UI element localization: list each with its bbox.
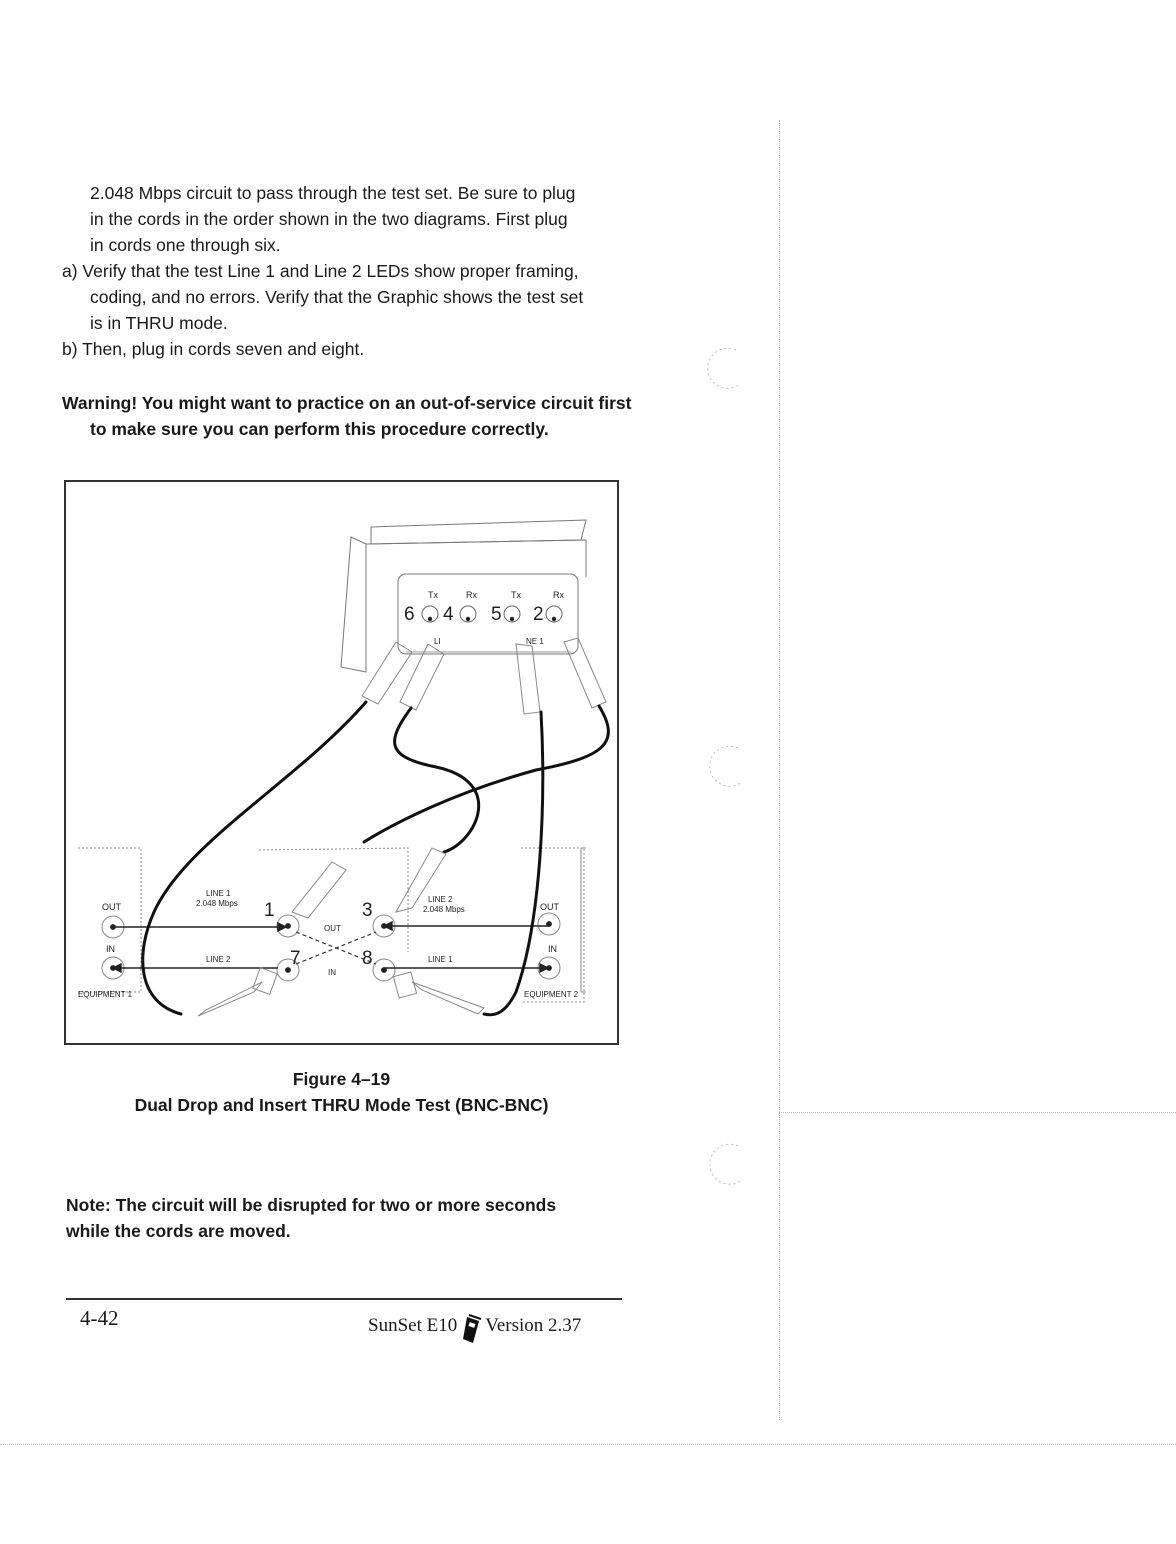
warning-text: Warning! You might want to practice on an out-of-service circuit first to make sure you can perform this procedure correctly. xyxy=(62,393,632,439)
jack-number-8: 8 xyxy=(362,948,373,969)
equipment-1-name: EQUIPMENT 1 xyxy=(78,990,133,999)
footer-rule xyxy=(66,1298,622,1300)
margin-rule xyxy=(0,1444,1176,1445)
equipment-2-out-label: OUT xyxy=(540,902,559,912)
figure-title: Dual Drop and Insert THRU Mode Test (BNC-BNC) xyxy=(134,1095,549,1115)
note-block xyxy=(66,1192,636,1244)
center-line1-rate: 2.048 Mbps xyxy=(196,899,238,908)
port-label-tx2: Tx xyxy=(511,590,521,600)
figure-number: Figure 4–19 xyxy=(292,1069,391,1089)
jack-number-7: 7 xyxy=(290,948,301,969)
footer-title xyxy=(368,1309,581,1343)
punch-hole-icon xyxy=(700,742,750,790)
list-item-a-line: coding, and no errors. Verify that the Graphic shows the test set xyxy=(90,287,584,307)
panel-number-4: 4 xyxy=(443,604,454,625)
panel-number-6: 6 xyxy=(404,604,415,625)
figure-caption xyxy=(64,1066,619,1118)
center-line2-right-rate: 2.048 Mbps xyxy=(423,905,465,914)
note-line: while the cords are moved. xyxy=(66,1221,291,1241)
center-line1-label: LINE 1 xyxy=(206,889,231,898)
margin-rule xyxy=(779,120,780,1420)
equipment-2-in-label: IN xyxy=(548,944,557,954)
center-line2-label: LINE 2 xyxy=(206,955,231,964)
center-line1-right-label: LINE 1 xyxy=(428,955,453,964)
test-set-housing xyxy=(341,520,586,672)
center-line2-right-label: LINE 2 xyxy=(428,895,453,904)
center-in-label: IN xyxy=(328,968,336,977)
figure-diagram xyxy=(64,480,619,1045)
equipment-2-box xyxy=(521,848,586,1002)
jack-number-3: 3 xyxy=(362,900,373,921)
body-line: 2.048 Mbps circuit to pass through the test set. Be sure to plug xyxy=(90,183,576,203)
list-item-a-line: is in THRU mode. xyxy=(90,313,228,333)
wiring-diagram-svg xyxy=(66,482,621,1047)
port-label-rx2: Rx xyxy=(553,590,564,600)
punch-hole-icon xyxy=(698,344,748,392)
punch-hole-icon xyxy=(700,1140,750,1188)
panel-number-5: 5 xyxy=(491,604,502,625)
panel-line-label-right: NE 1 xyxy=(526,637,544,646)
list-item-a-line: a) Verify that the test Line 1 and Line 2 LEDs show proper framing, xyxy=(62,261,579,281)
center-access-box xyxy=(259,848,408,981)
note-line: Note: The circuit will be disrupted for two or more seconds xyxy=(66,1195,557,1215)
center-out-label: OUT xyxy=(324,924,341,933)
equipment-1-box xyxy=(78,848,141,992)
port-label-rx1: Rx xyxy=(466,590,477,600)
warning-block xyxy=(62,390,632,442)
body-text xyxy=(62,180,632,362)
product-name: SunSet E10 xyxy=(368,1315,458,1336)
center-plugs xyxy=(198,848,484,1016)
test-set-logo-icon xyxy=(459,1313,483,1347)
body-line: in cords one through six. xyxy=(90,235,281,255)
margin-rule xyxy=(779,1112,1176,1113)
port-label-tx1: Tx xyxy=(428,590,438,600)
equipment-1-out-label: OUT xyxy=(102,902,121,912)
version-label: Version 2.37 xyxy=(485,1315,582,1336)
panel-number-2: 2 xyxy=(533,604,544,625)
equipment-2-name: EQUIPMENT 2 xyxy=(524,990,579,999)
body-line: in the cords in the order shown in the two diagrams. First plug xyxy=(90,209,568,229)
page-number: 4-42 xyxy=(80,1306,119,1330)
list-item-b: b) Then, plug in cords seven and eight. xyxy=(62,339,365,359)
jack-number-1: 1 xyxy=(264,900,275,921)
equipment-1-in-label: IN xyxy=(106,944,115,954)
panel-line-label-left: LI xyxy=(434,637,441,646)
